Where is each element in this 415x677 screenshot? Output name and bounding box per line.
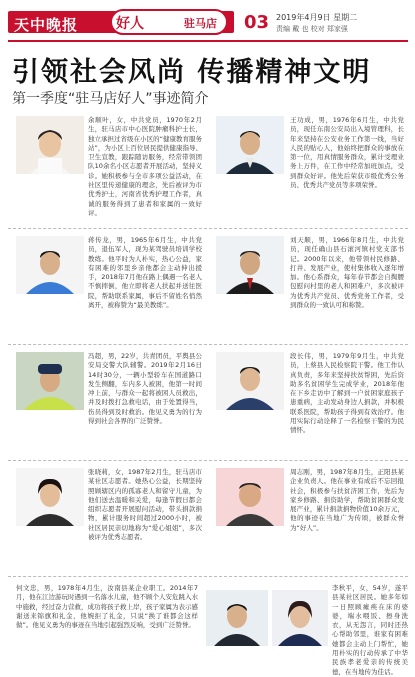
profile-text: 冯超，男，22岁，共青团员，平舆县公安局交警大队辅警。2019年2月16日14时30分，一辆小型轿车在国道路口发生侧翻，车内多人被困，他第一时间冲上前，与群众一起将被困人员救出，并及时拨打急救电话，由于处置得当，伤员得到及时救治。他见义勇为的行为得到社会各界的广泛赞誉。 [88, 352, 202, 426]
portrait-photo [206, 590, 268, 646]
main-headline: 引领社会风尚 传播精神文明 [12, 57, 372, 88]
portrait-image [216, 468, 284, 526]
portrait-image [16, 116, 84, 174]
page-number: 03 [244, 12, 270, 33]
portrait-photo [16, 468, 84, 526]
portrait-image [272, 590, 328, 646]
masthead-rule [8, 40, 408, 42]
city-name-badge: 驻马店 [184, 17, 217, 30]
profile-text: 蒋传龙，男，1965年6月生，中共党员，退伍军人，现为某驾驶员培训学校教练。他平时为人朴实，热心公益，家有困难的邻里乡亲他都会主动伸出援手，2018年7月他在路上偶遇一名老人不慎摔倒，他立即将老人扶起并送往医院，帮助联系家属，事后不留姓名悄然离开，被称赞为“最美教练”。 [88, 236, 202, 310]
row-divider [8, 344, 408, 345]
portrait-photo [272, 590, 328, 646]
row-divider [8, 576, 408, 577]
portrait-photo [16, 236, 84, 294]
row-divider [8, 228, 408, 229]
profile-text: 李秋平，女，54岁，遂平县某社区居民。她多年如一日照顾瘫痪在床的婆婆，端水喂饭、擦身洗衣，从无怨言，同时还热心帮助邻里，谁家有困难她都会主动上门帮忙，她用朴实的行动传承了中华民族孝老爱亲的传统美德，在当地传为佳话。 [332, 584, 408, 676]
masthead [8, 6, 408, 38]
portrait-image [206, 590, 268, 646]
profile-text: 周志刚，男，1987年8月生，正阳县某企业负责人。他在事业有成后不忘回报社会，积极参与扶贫济困工作，先后为家乡修路、捐资助学，帮助贫困群众发展产业，累计捐款捐物价值10余万元，他的事迹在当地广为传颂，被群众誉为“好人”。 [290, 468, 404, 532]
portrait-photo [216, 468, 284, 526]
portrait-photo [16, 352, 84, 410]
portrait-photo [216, 352, 284, 410]
portrait-photo [216, 116, 284, 174]
profile-text: 刘天顺，男，1966年8月生，中共党员，现任确山县石滚河镇村党支部书记。2000年以来，他带领村民修路、打井、发展产业，使村集体收入逐年增加。他心系群众，每年春节都会自掏腰包慰问村里的老人和困难户，多次被评为优秀共产党员、优秀党务工作者，受到群众的一致认可和称赞。 [290, 236, 404, 310]
portrait-photo [16, 116, 84, 174]
portrait-image [216, 116, 284, 174]
profile-text: 王功成，男，1976年6月生，中共党员，现任东南公安局出入境管理科，长年来坚持在公安业务工作第一线，当好人民的贴心人，他始终把群众的事放在第一位，用真情服务群众，累计受理业务上万件，在工作中经常加班加点，受到群众好评。他先后荣获市级优秀公务员、优秀共产党员等多项荣誉。 [290, 116, 404, 190]
editor-line: 责编 戴 也 校对 郑家强 [276, 25, 348, 33]
portrait-image [16, 468, 84, 526]
newspaper-logo: 天中晚报 [14, 16, 79, 34]
profile-text: 余顺叶，女，中共党员，1970年2月生，驻马店市中心医院肿瘤科护士长，独立承担过省级在小区的“健康教育服务站”，为小区上百位居民提供健康指导、卫生宣教，跟踪随访服务，经常带领团队10余名小区志愿者开展活动，坚持义诊。她积极参与全市多项公益活动，在社区里传递健康的理念，先后被评为市优秀护士，河南省优秀护理工作者，真诚的服务得到了患者和家属的一致好评。 [88, 116, 202, 217]
issue-date: 2019年4月9日 星期二 [276, 13, 358, 22]
sub-headline: 第一季度“驻马店好人”事迹简介 [12, 91, 209, 107]
profile-text: 何文忠，男，1978年4月生，汝南县某企业职工。2014年7月，他在江边游玩时遇到一名落水儿童，他不顾个人安危跳入水中施救，经过奋力营救，成功将孩子救上岸，孩子家属为表示感谢送来锦旗和礼金，他婉拒了礼金，只说“换了谁都会这样做”。他见义勇为的事迹在当地引起强烈反响，受到广泛赞誉。 [16, 584, 198, 630]
profile-text: 段长伟，男，1979年9月生，中共党员，上蔡县人民检察院干警。他工作认真负责，多年来坚持扶贫帮困，先后资助多名贫困学生完成学业，2018年他在下乡走访中了解到一户贫困家庭孩子患重病，主动发动身边人捐款，并积极联系医院，帮助孩子得到有效治疗。他用实际行动诠释了一名检察干警的为民情怀。 [290, 352, 404, 435]
portrait-photo [216, 236, 284, 294]
row-divider [8, 460, 408, 461]
portrait-image [216, 236, 284, 294]
portrait-image [16, 236, 84, 294]
profile-text: 张晓莉，女，1987年2月生，驻马店市某社区志愿者。她热心公益，长期坚持照顾辖区内的孤寡老人和留守儿童，为他们送去温暖和关爱，每逢节假日都会组织志愿者开展慰问活动，带头捐款捐物，累计服务时间超过2000小时，被社区居民亲切地称为“爱心姐姐”，多次被评为优秀志愿者。 [88, 468, 202, 542]
portrait-image [16, 352, 84, 410]
portrait-image [216, 352, 284, 410]
good-people-badge: 好人 [116, 16, 144, 32]
